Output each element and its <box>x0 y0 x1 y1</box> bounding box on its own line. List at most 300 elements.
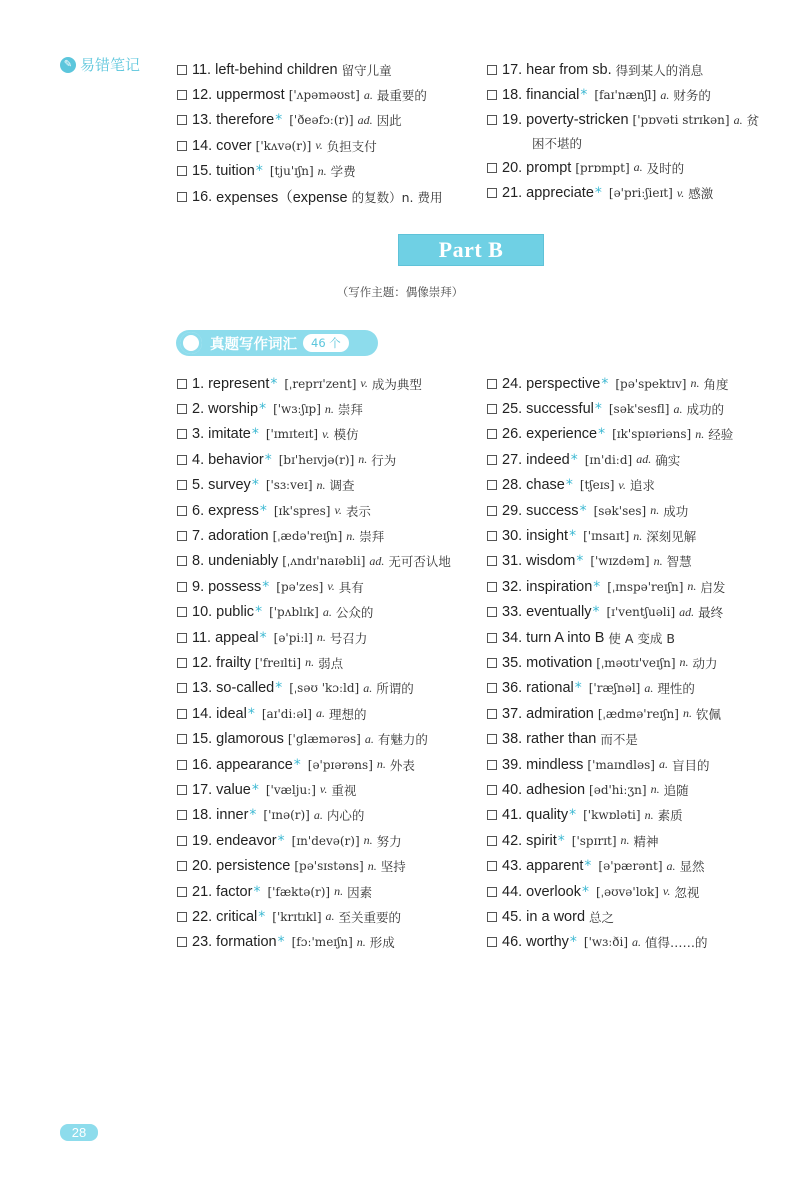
vocab-item <box>177 473 451 498</box>
star-icon: * <box>594 401 602 418</box>
item-number: 35. <box>502 654 523 671</box>
item-meaning: 至关重要的 <box>338 909 402 925</box>
item-number: 5. <box>192 477 205 494</box>
checkbox[interactable] <box>487 163 497 173</box>
vocab-item <box>487 752 733 777</box>
checkbox[interactable] <box>177 658 187 668</box>
item-word: survey <box>208 477 251 494</box>
item-number: 6. <box>192 502 205 519</box>
item-meaning: 崇拜 <box>337 402 363 418</box>
vocab-item <box>487 676 733 701</box>
star-icon: * <box>270 375 278 392</box>
checkbox[interactable] <box>177 141 187 151</box>
checkbox[interactable] <box>177 506 187 516</box>
checkbox[interactable] <box>177 65 187 75</box>
item-pos: ad. <box>357 112 373 127</box>
checkbox[interactable] <box>487 785 497 795</box>
checkbox[interactable] <box>487 861 497 871</box>
vocab-item <box>177 650 451 675</box>
star-icon: * <box>569 528 577 545</box>
item-number: 18. <box>192 807 213 824</box>
item-meaning: 使 A 变成 B <box>608 630 675 646</box>
checkbox[interactable] <box>487 556 497 566</box>
item-word: inner <box>216 807 249 824</box>
item-word: frailty <box>216 654 251 671</box>
star-icon: * <box>598 426 606 443</box>
item-number: 45. <box>502 908 523 925</box>
item-number: 15. <box>192 163 213 180</box>
item-word: in a word <box>526 908 586 925</box>
vocab-item <box>177 777 451 802</box>
item-phonetic: ['pʌblɪk] <box>269 605 319 620</box>
item-number: 10. <box>192 604 213 621</box>
item-pos: n. <box>316 630 326 645</box>
star-icon: * <box>581 883 589 900</box>
item-pos: v. <box>618 477 626 492</box>
checkbox[interactable] <box>177 90 187 100</box>
checkbox[interactable] <box>487 506 497 516</box>
item-pos: n. <box>305 655 315 670</box>
vocab-item <box>177 574 451 599</box>
item-pos: v. <box>319 782 328 797</box>
item-word: formation <box>216 934 277 951</box>
item-phonetic: [pə'spektɪv] <box>615 376 687 391</box>
checkbox[interactable] <box>177 709 187 719</box>
checkbox[interactable] <box>177 937 187 947</box>
item-pos: a. <box>632 934 642 949</box>
checkbox[interactable] <box>487 188 497 198</box>
checkbox[interactable] <box>487 633 497 643</box>
checkbox[interactable] <box>487 810 497 820</box>
item-number: 14. <box>192 137 213 154</box>
star-icon: * <box>574 680 582 697</box>
item-word: hear from sb. <box>526 61 612 78</box>
item-word: possess <box>208 578 262 595</box>
vocab-item <box>177 447 451 472</box>
item-phonetic: [ˌreprɪ'zent] <box>284 376 357 391</box>
item-pos: n. <box>650 782 660 797</box>
banner-circle-icon <box>180 332 202 354</box>
checkbox[interactable] <box>487 582 497 592</box>
item-phonetic: [ˌædmə'reɪʃn] <box>597 706 679 721</box>
item-phonetic: ['maɪndləs] <box>587 757 655 772</box>
checkbox[interactable] <box>487 404 497 414</box>
item-phonetic: [ɪn'diːd] <box>584 452 633 467</box>
item-number: 25. <box>502 401 523 418</box>
item-number: 21. <box>502 185 523 202</box>
checkbox[interactable] <box>487 90 497 100</box>
star-icon: * <box>247 705 255 722</box>
item-phonetic: ['ʌpəməʊst] <box>288 88 360 103</box>
star-icon: * <box>264 451 272 468</box>
item-meaning: 有魅力的 <box>377 732 428 748</box>
item-meaning: 崇拜 <box>359 529 385 545</box>
checkbox[interactable] <box>487 836 497 846</box>
vocab-item <box>177 853 451 878</box>
item-number: 38. <box>502 731 523 748</box>
vocab-item <box>487 447 733 472</box>
item-meaning: 成功的 <box>686 402 725 418</box>
item-word: worthy <box>526 934 569 951</box>
item-meaning: 追求 <box>629 478 655 494</box>
item-word: financial <box>526 87 580 104</box>
item-meaning: 追随 <box>663 782 689 798</box>
banner-count: 46 个 <box>303 334 349 352</box>
item-pos: n. <box>334 884 344 898</box>
item-number: 34. <box>502 629 523 646</box>
checkbox[interactable] <box>487 455 497 465</box>
checkbox[interactable] <box>177 912 187 922</box>
star-icon: * <box>557 832 565 849</box>
checkbox[interactable] <box>177 192 187 202</box>
part-b-right-column <box>487 371 733 955</box>
star-icon: * <box>580 87 588 104</box>
item-pos: a. <box>363 680 373 695</box>
checkbox[interactable] <box>177 607 187 617</box>
checkbox[interactable] <box>487 734 497 744</box>
item-pos: n. <box>363 833 373 848</box>
item-number: 20. <box>502 159 523 176</box>
checkbox[interactable] <box>177 836 187 846</box>
item-meaning: 形成 <box>369 935 395 951</box>
item-phonetic: [aɪ'diːəl] <box>261 706 312 721</box>
star-icon: * <box>579 502 587 519</box>
item-phonetic: ['ɪnsaɪt] <box>583 529 630 544</box>
item-pos: a. <box>660 87 670 102</box>
vocab-item <box>177 803 451 828</box>
item-number: 40. <box>502 781 523 798</box>
checkbox[interactable] <box>177 683 187 693</box>
item-pos: ad. <box>679 604 695 619</box>
item-pos: a. <box>673 401 683 416</box>
part-title: Part B <box>398 234 544 266</box>
item-word: inspiration <box>526 578 593 595</box>
star-icon: * <box>259 502 267 519</box>
vocab-item <box>177 879 451 904</box>
vocab-item <box>177 523 451 548</box>
vocab-item <box>177 57 442 82</box>
item-word: indeed <box>526 451 570 468</box>
vocab-item <box>177 108 442 133</box>
item-pos: v. <box>360 376 368 391</box>
item-meaning: 成为典型 <box>371 376 422 392</box>
item-number: 3. <box>192 426 205 443</box>
item-word: cover <box>216 137 252 154</box>
item-meaning: 忽视 <box>674 884 700 900</box>
item-meaning: 角度 <box>703 376 729 392</box>
item-phonetic: [ə'pɪərəns] <box>307 757 373 772</box>
item-pos: ad. <box>369 553 385 568</box>
checkbox[interactable] <box>177 734 187 744</box>
checkbox[interactable] <box>177 810 187 820</box>
vocab-item <box>177 133 442 158</box>
item-phonetic: ['væljuː] <box>265 782 316 797</box>
vocab-item <box>177 828 451 853</box>
checkbox[interactable] <box>177 556 187 566</box>
item-pos: a. <box>364 731 374 746</box>
star-icon: * <box>251 426 259 443</box>
checkbox[interactable] <box>487 531 497 541</box>
item-word: endeavor <box>216 832 277 849</box>
item-meaning: 启发 <box>700 579 726 595</box>
item-phonetic: [ˌəʊvə'lʊk] <box>595 884 659 899</box>
star-icon: * <box>275 680 283 697</box>
item-phonetic: [ɪn'devə(r)] <box>291 833 360 848</box>
item-pos: a. <box>325 909 335 924</box>
item-meaning: 因素 <box>347 884 373 900</box>
item-word: experience <box>526 426 598 443</box>
item-phonetic: [əd'hiːʒn] <box>589 782 647 797</box>
item-word: ideal <box>216 705 247 722</box>
item-word: represent <box>208 375 270 392</box>
item-phonetic: ['wɜːði] <box>583 935 629 950</box>
vocab-item <box>177 676 451 701</box>
item-meaning: 及时的 <box>646 160 685 176</box>
item-pos: v. <box>315 138 323 153</box>
item-phonetic: [pə'sɪstəns] <box>294 859 364 874</box>
item-number: 36. <box>502 680 523 697</box>
item-word: chase <box>526 477 565 494</box>
vocab-item <box>177 159 442 184</box>
vocab-item <box>177 625 451 650</box>
item-word: rather than <box>526 731 597 748</box>
item-pos: ad. <box>636 452 652 467</box>
vocab-item <box>177 422 451 447</box>
item-phonetic: [ˌʌndɪ'naɪəbli] <box>282 554 366 569</box>
star-icon: * <box>593 578 601 595</box>
item-pos: n. <box>690 376 700 391</box>
checkbox[interactable] <box>177 404 187 414</box>
star-icon: * <box>253 883 261 900</box>
checkbox[interactable] <box>177 531 187 541</box>
item-word: quality <box>526 807 569 824</box>
checkbox[interactable] <box>487 607 497 617</box>
checkbox[interactable] <box>487 429 497 439</box>
item-number: 13. <box>192 680 213 697</box>
item-pos: a. <box>322 604 332 619</box>
item-phonetic: [bɪ'heɪvjə(r)] <box>278 452 355 467</box>
item-phonetic: ['spɪrɪt] <box>571 833 617 848</box>
star-icon: * <box>259 401 267 418</box>
item-word: undeniably <box>208 553 279 570</box>
item-meaning: 调查 <box>329 478 355 494</box>
item-number: 43. <box>502 858 523 875</box>
item-meaning: 理性的 <box>657 681 695 697</box>
item-word: factor <box>216 883 253 900</box>
item-word: rational <box>526 680 574 697</box>
checkbox[interactable] <box>177 582 187 592</box>
item-pos: a. <box>363 87 373 102</box>
item-meaning: 最终 <box>698 605 724 621</box>
item-word: poverty-stricken <box>526 112 629 129</box>
item-pos: n. <box>653 553 663 568</box>
star-icon: * <box>249 807 257 824</box>
item-number: 42. <box>502 832 523 849</box>
item-pos: n. <box>687 579 697 594</box>
vocab-item <box>177 904 451 929</box>
item-pos: n. <box>644 807 654 822</box>
item-number: 18. <box>502 87 523 104</box>
item-number: 1. <box>192 375 205 392</box>
checkbox[interactable] <box>487 683 497 693</box>
corner-label <box>60 54 140 75</box>
item-phonetic: [prɒmpt] <box>575 160 630 175</box>
item-number: 30. <box>502 528 523 545</box>
item-phonetic: [ə'pærənt] <box>598 859 663 874</box>
item-meaning: 财务的 <box>673 88 711 104</box>
item-pos: n. <box>356 934 366 949</box>
item-number: 26. <box>502 426 523 443</box>
item-meaning: 外表 <box>389 757 415 773</box>
item-meaning: 具有 <box>338 579 364 595</box>
star-icon: * <box>592 604 600 621</box>
item-phonetic: ['krɪtɪkl] <box>272 909 322 924</box>
item-word: admiration <box>526 705 594 722</box>
vocab-item-continuation: 困不堪的 <box>532 136 583 152</box>
item-word: success <box>526 502 579 519</box>
item-meaning: 号召力 <box>329 630 368 646</box>
item-word: apparent <box>526 858 584 875</box>
checkbox[interactable] <box>487 65 497 75</box>
item-phonetic: [pə'zes] <box>276 579 324 594</box>
vocab-item <box>487 650 733 675</box>
item-pos: v. <box>322 426 330 441</box>
checkbox[interactable] <box>487 379 497 389</box>
item-number: 9. <box>192 578 205 595</box>
checkbox[interactable] <box>177 887 187 897</box>
item-number: 24. <box>502 375 523 392</box>
checkbox[interactable] <box>487 760 497 770</box>
vocab-item <box>177 498 451 523</box>
vocab-item <box>487 701 733 726</box>
item-phonetic: [ˌməʊtɪ'veɪʃn] <box>596 655 676 670</box>
item-word: prompt <box>526 159 572 176</box>
item-meaning: 成功 <box>663 503 689 519</box>
item-word: spirit <box>526 832 557 849</box>
checkbox[interactable] <box>487 658 497 668</box>
star-icon: * <box>258 908 266 925</box>
star-icon: * <box>565 477 573 494</box>
vocab-item <box>177 726 451 751</box>
item-number: 32. <box>502 578 523 595</box>
item-number: 4. <box>192 451 205 468</box>
checkbox[interactable] <box>487 937 497 947</box>
item-phonetic: [ɪk'spɪəriəns] <box>612 427 692 442</box>
checkbox[interactable] <box>177 455 187 465</box>
item-word: express <box>208 502 259 519</box>
vocab-item <box>177 184 442 209</box>
item-meaning: 因此 <box>376 113 402 129</box>
checkbox[interactable] <box>177 429 187 439</box>
star-icon: * <box>277 832 285 849</box>
item-number: 19. <box>502 112 523 129</box>
item-word: expenses（expense <box>216 190 348 207</box>
checkbox[interactable] <box>487 709 497 719</box>
item-meaning: 显然 <box>679 859 705 875</box>
checkbox[interactable] <box>177 480 187 490</box>
item-number: 41. <box>502 807 523 824</box>
checkbox[interactable] <box>487 887 497 897</box>
item-pos: n. <box>679 655 689 670</box>
item-phonetic: ['ɪmɪteɪt] <box>265 427 319 442</box>
vocab-item <box>487 181 759 206</box>
checkbox[interactable] <box>177 785 187 795</box>
item-pos: n. <box>317 163 327 178</box>
item-number: 12. <box>192 654 213 671</box>
item-phonetic: ['fæktə(r)] <box>267 884 331 899</box>
item-phonetic: [fɔː'meɪʃn] <box>291 935 353 950</box>
vocab-item <box>487 930 733 955</box>
item-number: 22. <box>192 908 213 925</box>
item-phonetic: ['kwɒləti] <box>583 808 641 823</box>
item-word: turn A into B <box>526 629 605 646</box>
checkbox[interactable] <box>487 480 497 490</box>
checkbox[interactable] <box>177 379 187 389</box>
checkbox[interactable] <box>177 115 187 125</box>
vocab-item <box>487 625 733 650</box>
item-meaning: 盲目的 <box>671 757 710 773</box>
item-phonetic: ['wɪzdəm] <box>590 554 650 569</box>
item-number: 37. <box>502 705 523 722</box>
item-meaning: 模仿 <box>333 427 359 443</box>
vocab-item <box>487 803 733 828</box>
item-number: 39. <box>502 756 523 773</box>
page-number: 28 <box>60 1124 98 1141</box>
item-word: public <box>216 604 255 621</box>
vocab-item <box>487 473 733 498</box>
item-word: tuition <box>216 163 255 180</box>
checkbox[interactable] <box>177 633 187 643</box>
vocab-item <box>487 82 759 107</box>
checkbox[interactable] <box>177 760 187 770</box>
vocab-item <box>487 108 759 133</box>
vocab-item <box>487 549 733 574</box>
checkbox[interactable] <box>177 861 187 871</box>
checkbox[interactable] <box>177 166 187 176</box>
checkbox[interactable] <box>487 115 497 125</box>
item-phonetic: ['wɜːʃɪp] <box>273 402 321 417</box>
item-phonetic: [ˌɪnspə'reɪʃn] <box>607 579 684 594</box>
banner-text: 真题写作词汇 <box>210 336 297 353</box>
star-icon: * <box>251 781 259 798</box>
item-phonetic: ['kʌvə(r)] <box>255 138 312 153</box>
item-word: worship <box>208 401 259 418</box>
item-phonetic: [tʃeɪs] <box>579 478 615 493</box>
item-number: 28. <box>502 477 523 494</box>
item-number: 20. <box>192 858 213 875</box>
item-meaning: 的复数）n. 费用 <box>351 189 443 205</box>
item-pos: n. <box>682 706 692 721</box>
item-number: 14. <box>192 705 213 722</box>
item-number: 16. <box>192 188 213 205</box>
star-icon: * <box>255 163 263 180</box>
item-word: persistence <box>216 858 291 875</box>
section-banner <box>176 330 378 356</box>
item-number: 23. <box>192 934 213 951</box>
item-meaning: 行为 <box>371 452 397 468</box>
item-pos: a. <box>733 112 743 127</box>
item-pos: a. <box>315 706 325 721</box>
item-pos: n. <box>324 401 334 416</box>
item-phonetic: ['freɪlti] <box>254 655 302 670</box>
item-word: imitate <box>208 426 251 443</box>
item-meaning: 表示 <box>345 503 371 519</box>
item-phonetic: [ˌsəʊ 'kɔːld] <box>289 681 360 696</box>
item-number: 11. <box>192 629 212 646</box>
item-phonetic: [sək'ses] <box>593 503 647 518</box>
checkbox[interactable] <box>487 912 497 922</box>
vocab-item <box>487 498 733 523</box>
